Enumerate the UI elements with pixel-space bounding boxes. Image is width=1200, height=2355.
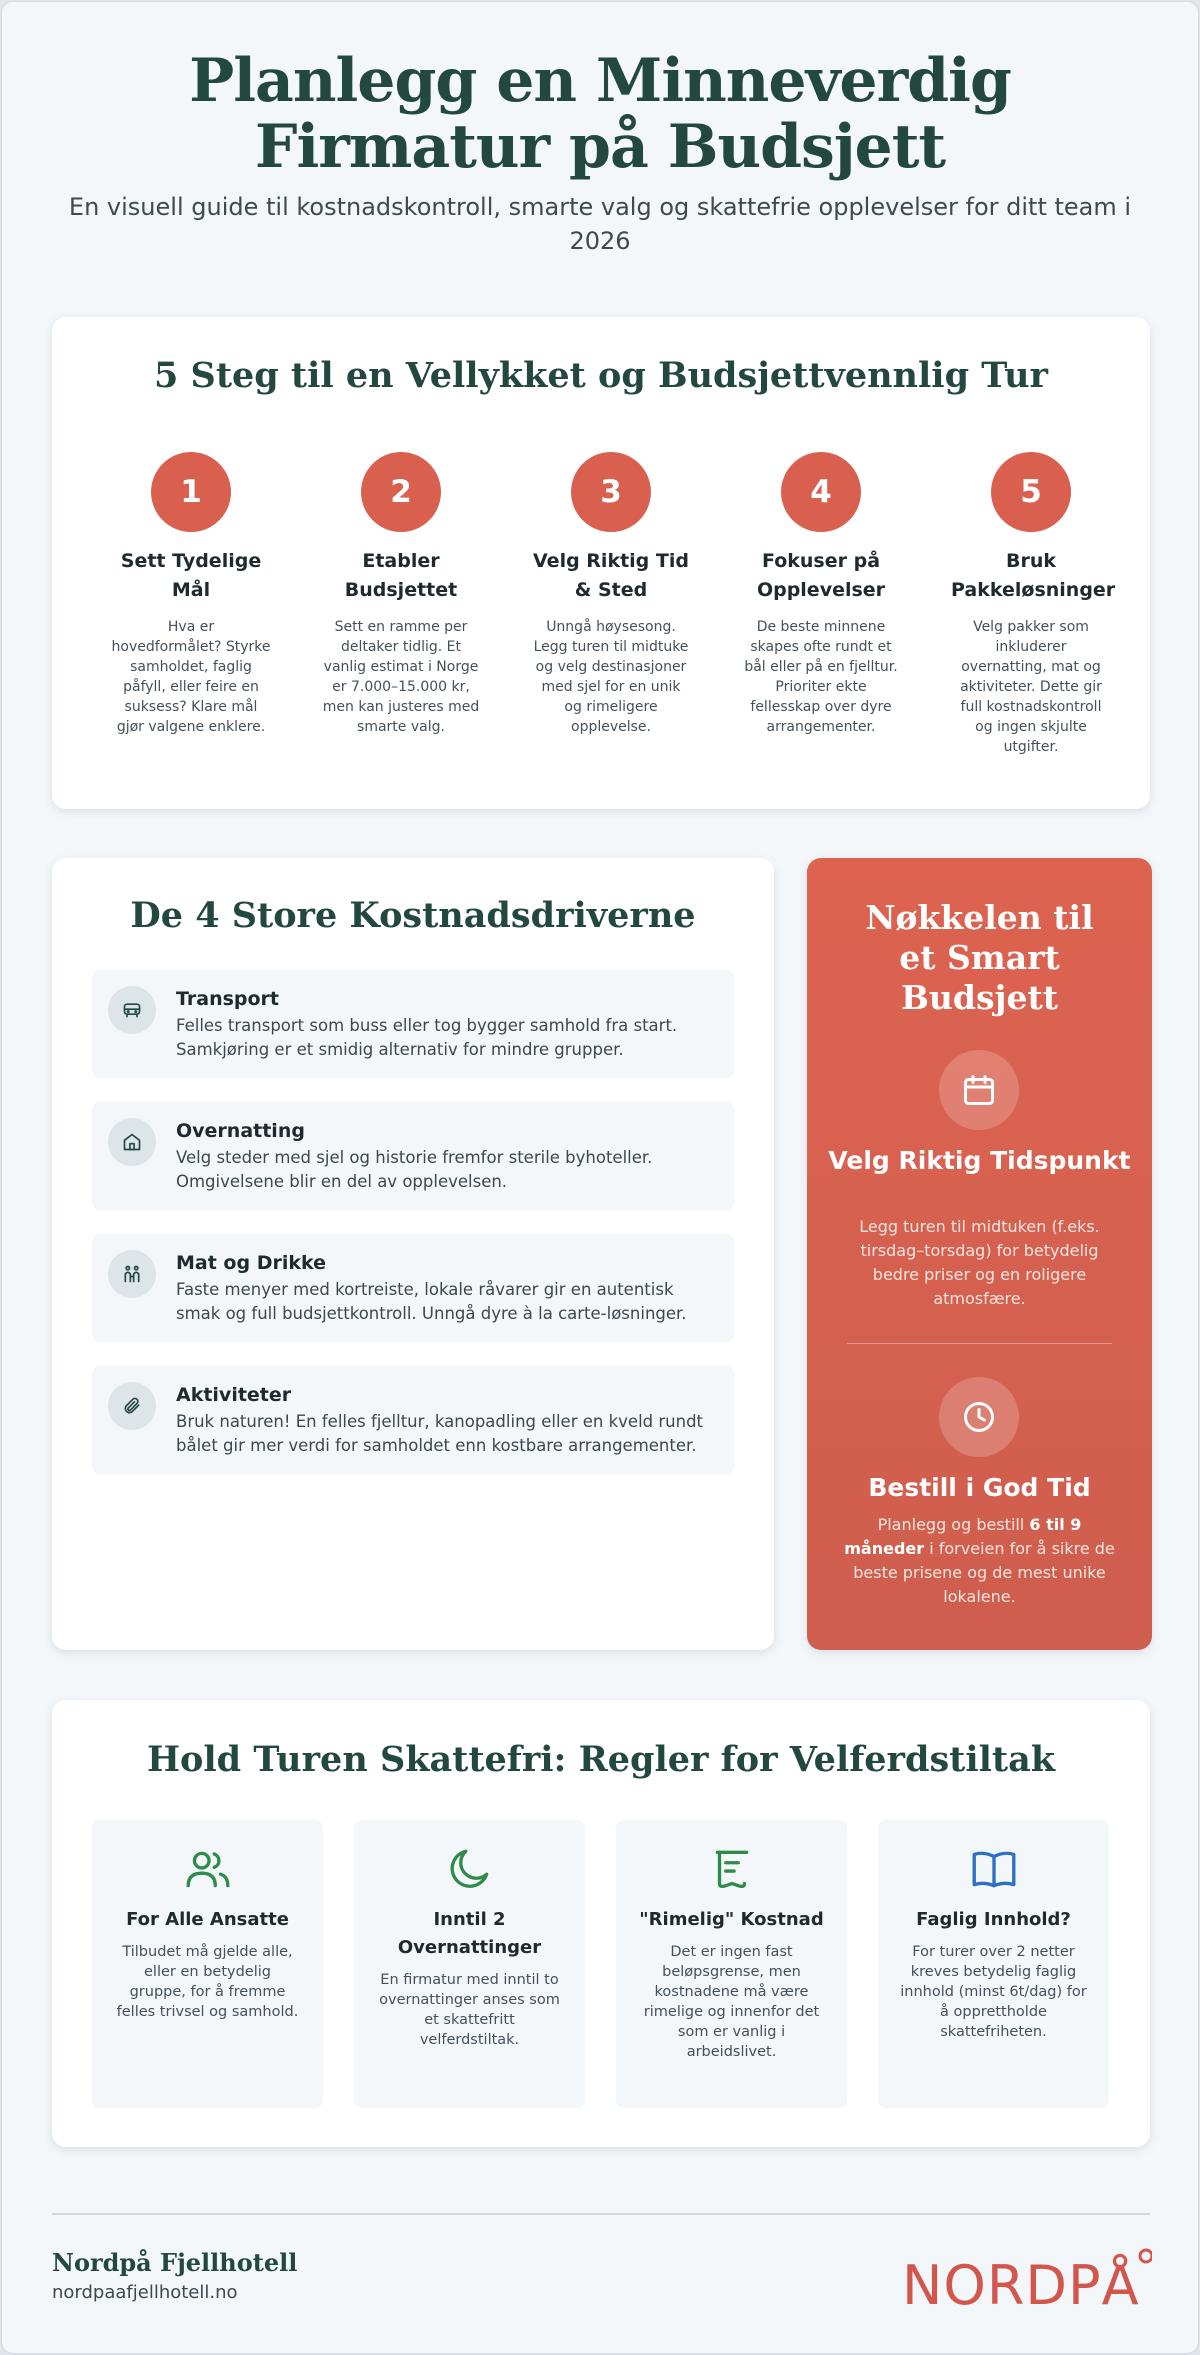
- step-title: Bruk Pakkeløsninger: [951, 550, 1116, 601]
- brand-name: Nordpå Fjellhotell: [52, 2248, 298, 2277]
- rule-text: En firmatur med inntil to overnattinger anses som et skattefritt velferdstiltak.: [379, 1972, 560, 2048]
- tax-rules-card: [52, 1700, 1150, 2147]
- nordpa-logo: [902, 2244, 1152, 2314]
- rule-inntil-2-overnattinger: [354, 1820, 585, 2108]
- rule-text: Det er ingen fast beløpsgrense, men kostnadene må være rimelige og innenfor det som er vanlig i arbeidslivet.: [643, 1944, 820, 2060]
- step-text: Velg pakker som inkluderer overnatting, mat og aktiviteter. Dette gir full kostnadskontroll og ingen skjulte utgifter.: [960, 619, 1102, 755]
- key-block-text: [837, 1513, 1122, 1609]
- step-3: [531, 452, 691, 737]
- cost-item-aktiviteter: [92, 1366, 734, 1474]
- calendar-icon: [939, 1050, 1019, 1130]
- cost-item-transport: [92, 970, 734, 1078]
- cost-item-text: Bruk naturen! En felles fjelltur, kanopadling eller en kveld rundt bålet gir mer verdi for samholdet enn kostbare arrangementer.: [176, 1412, 704, 1455]
- book-icon: [969, 1844, 1019, 1894]
- house-icon: [108, 1118, 156, 1166]
- page-title: Planlegg en Minneverdig Firmatur på Budsjett: [189, 46, 1011, 182]
- step-title: Velg Riktig Tid & Sted: [533, 550, 689, 601]
- clock-icon: [939, 1377, 1019, 1457]
- step-text: Hva er hovedformålet? Styrke samholdet, faglig påfyll, eller feire en suksess? Klare mål gjør valgene enklere.: [111, 619, 271, 735]
- step-title: Fokuser på Opplevelser: [756, 550, 886, 601]
- key-block-title: Bestill i God Tid: [868, 1473, 1091, 1502]
- key-block-text-pre: Planlegg og bestill: [877, 1515, 1030, 1534]
- step-title: Sett Tydelige Mål: [120, 550, 262, 601]
- key-block-text-bold: 6 til 9 måneder: [844, 1515, 1082, 1558]
- rule-title: Inntil 2 Overnattinger: [397, 1909, 542, 1958]
- cost-drivers-card: [52, 858, 774, 1650]
- cost-item-title: Overnatting: [176, 1120, 305, 1142]
- step-title: Etabler Budsjettet: [344, 550, 458, 601]
- step-text: Sett en ramme per deltaker tidlig. Et vanlig estimat i Norge er 7.000–15.000 kr, men kan justeres med smarte valg.: [322, 619, 480, 735]
- step-text: De beste minnene skapes ofte rundt et bål eller på en fjelltur. Prioriter ekte fellesskap over dyre arrangementer.: [744, 619, 898, 735]
- steps-heading: 5 Steg til en Vellykket og Budsjettvennlig Tur: [154, 355, 1048, 396]
- food-icon: [108, 1250, 156, 1298]
- cost-item-title: Transport: [176, 988, 280, 1010]
- cost-item-mat-og-drikke: [92, 1234, 734, 1342]
- receipt-icon: [707, 1844, 757, 1894]
- rule-title: Faglig Innhold?: [916, 1909, 1071, 1930]
- cost-item-text: Velg steder med sjel og historie fremfor sterile byhoteller. Omgivelsene blir en del av opplevelsen.: [176, 1148, 653, 1191]
- cost-item-title: Mat og Drikke: [176, 1252, 326, 1274]
- step-number-badge: 3: [571, 452, 651, 532]
- rule-text: Tilbudet må gjelde alle, eller en betydelig gruppe, for å fremme felles trivsel og samhold.: [116, 1944, 299, 2020]
- rule-title: "Rimelig" Kostnad: [639, 1909, 824, 1930]
- step-number-badge: 4: [781, 452, 861, 532]
- step-number-badge: 5: [991, 452, 1071, 532]
- rule-title: For Alle Ansatte: [126, 1909, 289, 1930]
- step-2: [321, 452, 481, 737]
- logo-text: NORDPÅ: [902, 2254, 1140, 2314]
- key-budget-card: [807, 858, 1152, 1650]
- steps-card: [52, 317, 1150, 809]
- cost-item-title: Aktiviteter: [176, 1384, 292, 1406]
- step-number-badge: 2: [361, 452, 441, 532]
- cost-drivers-heading: De 4 Store Kostnadsdriverne: [130, 895, 696, 936]
- hero-section: [2, 2, 1198, 258]
- step-number-badge: 1: [151, 452, 231, 532]
- page-subtitle: En visuell guide til kostnadskontroll, smarte valg og skattefrie opplevelser for ditt team i 2026: [68, 193, 1132, 255]
- moon-icon: [445, 1844, 495, 1894]
- divider: [847, 1343, 1112, 1344]
- paperclip-icon: [108, 1382, 156, 1430]
- page: [1, 1, 1199, 2354]
- users-icon: [183, 1844, 233, 1894]
- cost-item-text: Felles transport som buss eller tog bygger samhold fra start. Samkjøring er et smidig alternativ for mindre grupper.: [176, 1016, 678, 1059]
- key-block-text-post: i forveien for å sikre de beste prisene og de mest unike lokalene.: [853, 1539, 1115, 1606]
- key-block-title: Velg Riktig Tidspunkt: [828, 1146, 1131, 1175]
- footer-divider: [52, 2213, 1150, 2215]
- step-5: [951, 452, 1116, 757]
- step-text: Unngå høysesong. Legg turen til midtuke og velg destinasjoner med sjel for en unik og rimeligere opplevelse.: [533, 619, 689, 735]
- tax-heading: Hold Turen Skattefri: Regler for Velferdstiltak: [146, 1739, 1056, 1780]
- cost-item-overnatting: [92, 1102, 734, 1210]
- cost-item-text: Faste menyer med kortreiste, lokale råvarer gir en autentisk smak og full budsjettkontroll. Unngå dyre à la carte-løsninger.: [176, 1280, 687, 1323]
- rule-faglig-innhold: [878, 1820, 1109, 2108]
- key-block-text: Legg turen til midtuken (f.eks. tirsdag–torsdag) for betydelig bedre priser og en roligere atmosfære.: [859, 1217, 1100, 1308]
- rule-for-alle-ansatte: [92, 1820, 323, 2108]
- brand-url[interactable]: nordpaafjellhotell.no: [52, 2282, 238, 2303]
- rule-rimelig-kostnad: [616, 1820, 847, 2108]
- key-heading: Nøkkelen til et Smart Budsjett: [865, 898, 1094, 1017]
- step-1: [111, 452, 271, 737]
- bus-icon: [108, 986, 156, 1034]
- step-4: [741, 452, 901, 737]
- rule-text: For turer over 2 netter kreves betydelig faglig innhold (minst 6t/dag) for å opprettholde skattefriheten.: [900, 1944, 1087, 2040]
